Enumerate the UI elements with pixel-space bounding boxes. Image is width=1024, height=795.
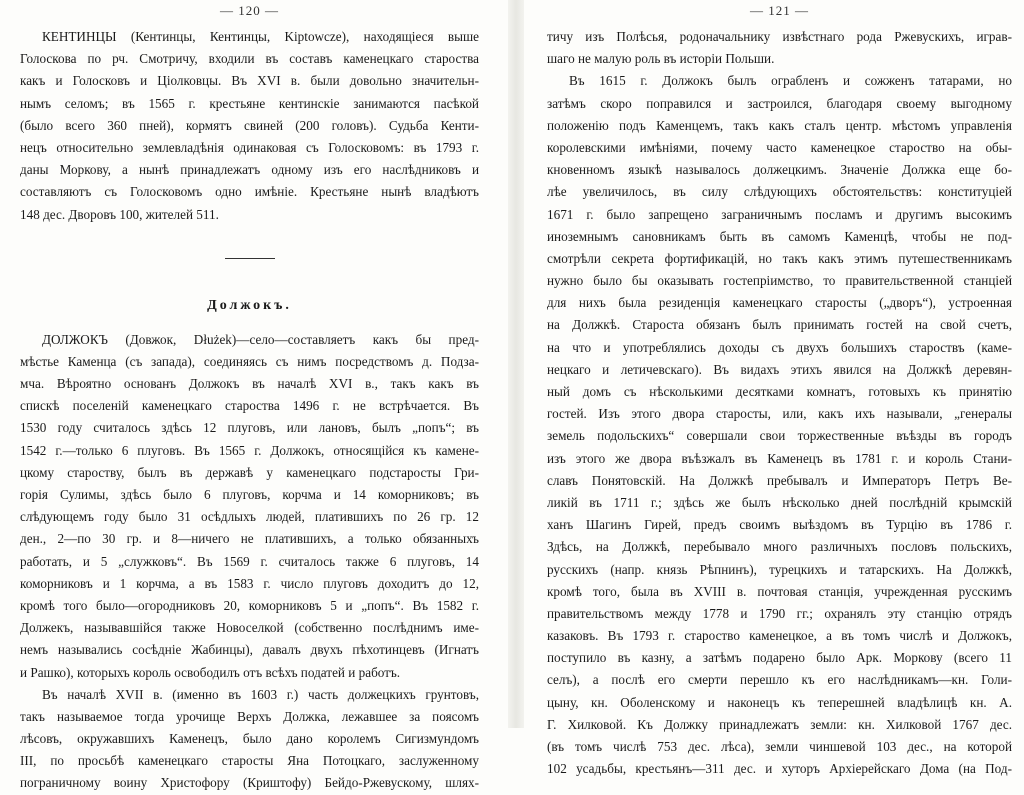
text-line: КЕНТИНЦЫ (Кентинцы, Кентинцы, Kiptowcze), находящiеся выше — [42, 29, 479, 44]
text-line: (было всего 360 пней), кормятъ свиней (200 головъ). Судьба Кенти- — [20, 117, 479, 133]
text-line: шаго не малую роль въ исторiи Польши. — [547, 51, 775, 67]
text-line: III, по просьбѣ каменецкаго старосты Яна Потоцкаго, заслуженному — [20, 753, 479, 769]
text-line: даны Моркову, а нынѣ принадлежатъ одному изъ его наслѣдниковъ и — [20, 162, 479, 178]
text-line: горiя Сулимы, здѣсь было 6 плуговъ, корчма и 14 коморниковъ; въ — [20, 487, 479, 502]
text-line: поступило въ казну, а затѣмъ подарено было Арк. Моркову (всего 11 — [547, 650, 1012, 666]
dolzhok-paragraph — [20, 329, 479, 684]
dolzhok-paragraph-2 — [20, 684, 479, 795]
text-line: пограничному воину Христофору (Криштофу) Бейдо-Ржевускому, шлях- — [20, 775, 479, 791]
text-line: Въ 1615 г. Должокъ былъ ограбленъ и сожженъ татарами, но — [569, 73, 1012, 89]
text-line: нужно было бы оказывать гостепрiимство, то правительственной станцiей — [547, 273, 1012, 289]
text-line: кромѣ того было—огородниковъ 20, коморниковъ 5 и „попъ“. Въ 1582 г. — [20, 597, 479, 613]
kentintsy-paragraph — [20, 26, 479, 226]
continuation-paragraph — [547, 26, 1012, 70]
text-line: положенiю подъ Каменцемъ, такъ какъ сталъ центр. мѣстомъ управленiя — [547, 117, 1012, 133]
text-line: (въ томъ числѣ 753 дес. лѣса), земли чиншевой 103 дес., на которой — [547, 739, 1012, 754]
left-page — [0, 0, 505, 791]
text-line: 102 усадьбы, крестьянъ—311 дес. и хуторъ Архiерейскаго Дома (на Под- — [547, 761, 1012, 777]
section-divider — [225, 258, 275, 259]
section-heading: Должокъ. — [207, 297, 292, 313]
text-line: работать, и 5 „служковъ“. Въ 1569 г. считалось также 6 плуговъ, 14 — [20, 553, 479, 569]
text-line: 1542 г.—только 6 плуговъ. Въ 1565 г. Должокъ, относящiйся къ камене- — [20, 442, 479, 458]
text-line: цыну, кн. Оболенскому и наконецъ къ теперешней владѣлицѣ кн. А. — [547, 694, 1012, 710]
text-line: нымъ селомъ; въ 1565 г. крестьяне кентинскiе занимаются пасѣкой — [20, 95, 479, 111]
text-line: 1530 году считалось здѣсь 12 плуговъ, или лановъ, былъ „попъ“; въ — [20, 420, 479, 436]
book-gutter — [508, 0, 524, 728]
text-line: лѣе увеличилось, въ силу слѣдующихъ обстоятельствъ: конституцiей — [547, 184, 1012, 200]
history-paragraph — [547, 70, 1012, 780]
text-line: ден., 2—по 30 гр. и 8—ничего не платившихъ, а только обязанныхъ — [20, 531, 479, 547]
text-line: ханъ Шагинъ Гирей, предъ своимъ выѣздомъ въ Турцiю въ 1786 г. — [547, 517, 1012, 533]
text-line: немъ назывались сосѣднiе Жабинцы), давалъ двухъ пѣхотинцевъ (Игнатъ — [20, 642, 479, 658]
text-line: для нихъ была резиденцiя каменецкаго старосты („дворъ“), устроенная — [547, 295, 1012, 311]
text-line: лѣсовъ, окружавшихъ Каменецъ, было дано королемъ Сигизмундомъ — [20, 731, 479, 747]
text-line: какъ и Голосковъ и Цiолковцы. Въ XVI в. были довольно значительн- — [20, 73, 479, 89]
text-line: кновенномъ языкѣ называлось должецкимъ. Значенiе Должка еще бо- — [547, 162, 1012, 178]
text-line: гостей. Изъ этого двора старосты, или, какъ ихъ называли, „генералы — [547, 406, 1012, 422]
text-line: изъ этого же двора въѣзжалъ въ Каменецъ въ 1781 г. и король Стани- — [547, 450, 1012, 466]
page-number: — 120 — — [220, 3, 279, 18]
text-line: слѣдующемъ году было 31 осѣдлыхъ людей, платившихъ по 26 гр. 12 — [20, 509, 479, 525]
text-line: нецъ относительно землевладѣнiя одинаковая съ Голосковомъ: въ 1793 г. — [20, 139, 479, 155]
text-line: Здѣсь, на Должкѣ, перебывало много различныхъ пословъ польскихъ, — [547, 539, 1012, 555]
page-number: — 121 — — [750, 3, 809, 18]
text-line: Голоскова по рч. Смотричу, входили въ составъ каменецкаго староства — [20, 51, 479, 67]
text-line: русскихъ (напр. князь Рѣпнинъ), турецкихъ и татарскихъ. На Должкѣ, — [547, 561, 1012, 577]
text-line: на Должкѣ. Староста обязанъ былъ принимать гостей на свой счетъ, — [547, 317, 1012, 333]
text-line: спискѣ поселенiй каменецкаго староства 1496 г. не встрѣчается. Въ — [20, 398, 479, 414]
text-line: тичу изъ Полѣсья, родоначальнику извѣстнаго рода Ржевускихъ, игрaв- — [547, 29, 1012, 44]
text-line: земель подольскихъ“ совершали свои торжественные въѣзды въ городъ — [547, 428, 1012, 444]
text-line: смотрѣли секрета фортификацiй, но такъ какъ этимъ путешественникамъ — [547, 250, 1012, 266]
text-line: цкому староству, былъ въ державѣ у каменецкаго подстаросты Гри- — [20, 464, 479, 480]
text-line: затѣмъ скоро поправился и застроился, благодаря своему выгодному — [547, 95, 1012, 111]
text-line: составляютъ съ Голосковомъ одно имѣнiе. Крестьяне нынѣ владѣютъ — [20, 184, 479, 200]
text-line: и Рашко), которыхъ король освободилъ отъ всѣхъ податей и работъ. — [20, 664, 401, 680]
text-line: такъ называемое тогда урочище Верхъ Должка, лежавшее за поясомъ — [20, 708, 479, 724]
text-line: селъ), а послѣ его смерти перешло къ его наслѣдникамъ—кн. Голи- — [547, 672, 1012, 688]
right-page — [527, 0, 1024, 777]
text-line: ликiй въ 1711 г.; здѣсь же былъ нѣсколько дней послѣднiй крымскiй — [547, 494, 1012, 510]
text-line: Должекъ, называвшiйся также Новоселкой (собственно послѣднимъ име- — [20, 620, 479, 636]
text-line: Г. Хилковой. Къ Должку принадлежатъ земли: кн. Хилковой 1767 дес. — [547, 716, 1012, 732]
text-line: Въ началѣ XVII в. (именно въ 1603 г.) часть должецкихъ грунтовъ, — [42, 686, 479, 702]
text-line: на что и употреблялись доходы съ двухъ большихъ староствъ (каме- — [547, 339, 1012, 355]
text-line: коморниковъ и 1 корчма, а въ 1583 г. число плуговъ доходитъ до 12, — [20, 575, 479, 591]
text-line: 1671 г. было запрещено заграничнымъ посламъ и другимъ высокимъ — [547, 206, 1012, 222]
text-line: иноземнымъ сановникамъ быть въ самомъ Каменцѣ, чтобы не под- — [547, 228, 1012, 244]
text-line: казаковъ. Въ 1793 г. староство каменецкое, а въ томъ числѣ и Должокъ, — [547, 628, 1012, 644]
text-line: мча. Вѣроятно основанъ Должокъ въ началѣ XVI в., такъ какъ въ — [20, 376, 479, 392]
text-line: королевскими имѣнiями, почему часто каменецкое староство на обы- — [547, 139, 1012, 155]
text-line: мѣстье Каменца (съ запада), соединяясь съ нимъ посредствомъ д. Подза- — [20, 353, 479, 369]
text-line: славъ Понятовскiй. На Должкѣ пребывалъ и Императоръ Петръ Ве- — [547, 472, 1012, 488]
text-line: кромѣ того, была въ XVIII в. почтовая станцiя, учрежденная русскимъ — [547, 583, 1012, 599]
text-line: нецкаго и летичевскаго). Въ видахъ этихъ явился на Должкѣ деревян- — [547, 361, 1012, 377]
text-line: правительствомъ между 1778 и 1790 гг.; охранялъ эту станцiю отрядъ — [547, 605, 1012, 621]
text-line: ДОЛЖОКЪ (Довжок, Dłużek)—село—составляетъ какъ бы пред- — [42, 331, 479, 347]
text-line: ный домъ съ нѣсколькими десятками комнатъ, готовыхъ къ принятiю — [547, 384, 1012, 399]
text-line: 148 дес. Дворовъ 100, жителей 511. — [20, 206, 219, 222]
